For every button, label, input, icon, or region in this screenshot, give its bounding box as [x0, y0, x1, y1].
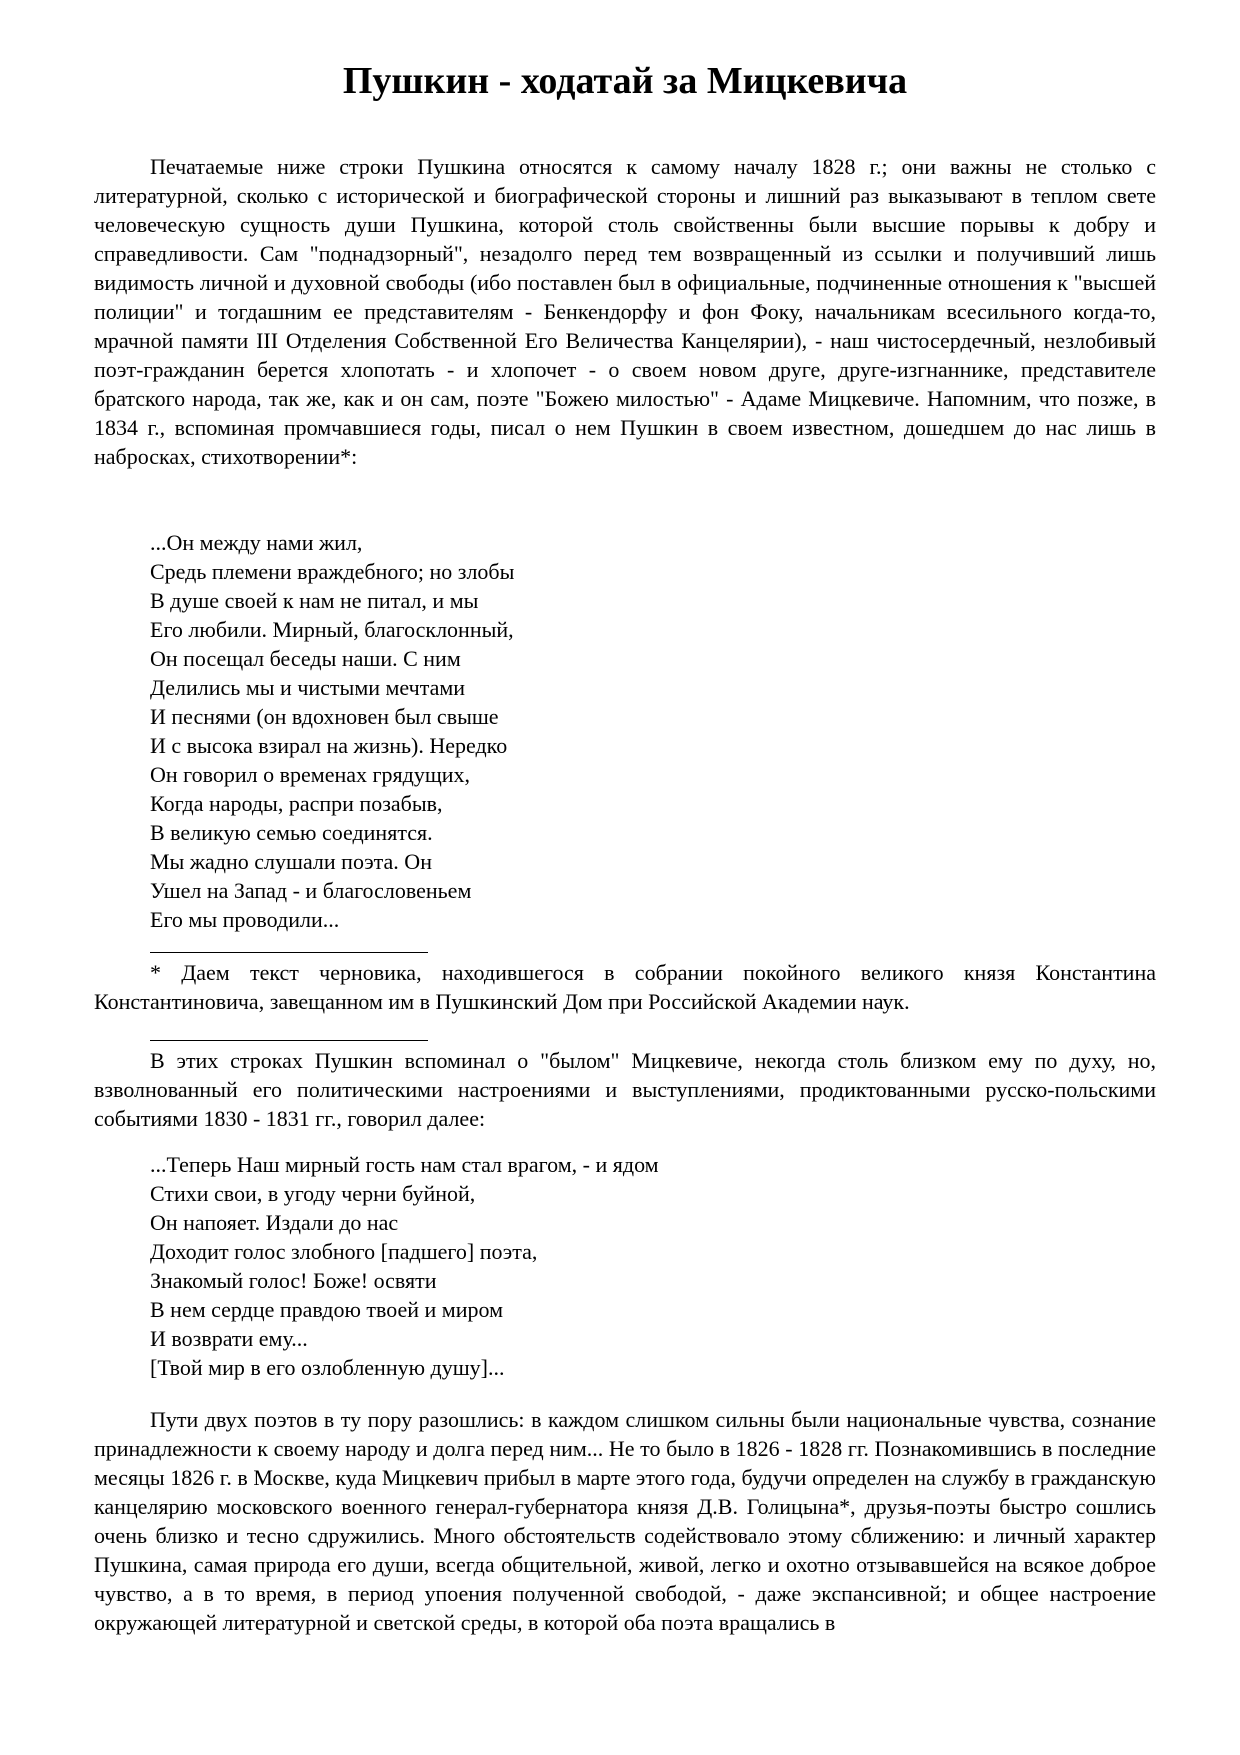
footnote-separator-top [150, 952, 428, 953]
document-page [94, 0, 1156, 1755]
verse-line: И песнями (он вдохновен был свыше [150, 704, 499, 729]
footnote-text: * Даем текст черновика, находившегося в собрании покойного великого князя Константина Константиновича, завещанном им в Пушкинский Дом при Российской Академии наук. [94, 960, 1156, 1014]
verse-line: Средь племени враждебного; но злобы [150, 559, 515, 584]
footnote-separator-bottom [150, 1040, 428, 1041]
verse-line: Ушел на Запад - и благословеньем [150, 878, 472, 903]
verse-line: Стихи свои, в угоду черни буйной, [150, 1181, 476, 1206]
paragraph-middle [94, 1046, 1156, 1133]
verse-line: Он напояет. Издали до нас [150, 1210, 399, 1235]
verse-line: Его любили. Мирный, благосклонный, [150, 617, 514, 642]
paragraph-text: Пути двух поэтов в ту пору разошлись: в каждом слишком сильны были национальные чувства, сознание принадлежности к своему народу и долга перед ним... Не то было в 1826 - 1828 гг. Познакомившись в последние месяцы 1826 г. в Москве, куда Мицкевич прибыл в марте этого года, будучи определен на службу в гражданскую канцелярию московского военного генерал-губернатора князя Д.В. Голицына*, друзья-поэты быстро сошлись очень близко и тесно сдружились. Много обстоятельств содействовало этому сближению: и личный характер Пушкина, самая природа его души, всегда общительной, живой, легко и охотно отзывавшейся на всякое доброе чувство, а в то время, в период упоения полученной свободой, - даже экспансивной; и общее настроение окружающей литературной и светской среды, в которой оба поэта вращались в [94, 1407, 1156, 1635]
paragraph-text: В этих строках Пушкин вспоминал о "былом" Мицкевиче, некогда столь близком ему по духу, но, взволнованный его политическими настроениями и выступлениями, продиктованными русско-польскими событиями 1830 - 1831 гг., говорил далее: [94, 1048, 1156, 1131]
page-title: Пушкин - ходатай за Мицкевича [342, 60, 908, 102]
verse-line: В великую семью соединятся. [150, 820, 433, 845]
footnote [94, 958, 1156, 1016]
paragraph-text: Печатаемые ниже строки Пушкина относятся к самому началу 1828 г.; они важны не столько с литературной, сколько с исторической и биографической стороны и лишний раз выказывают в теплом свете человеческую сущность души Пушкина, которой столь свойственны были высшие порывы к добру и справедливости. Сам "поднадзорный", незадолго перед тем возвращенный из ссылки и получивший лишь видимость личной и духовной свободы (ибо поставлен был в официальные, подчиненные отношения к "высшей полиции" и тогдашним ее представителям - Бенкендорфу и фон Фоку, начальникам всесильного когда-то, мрачной памяти III Отделения Собственной Его Величества Канцелярии), - наш чистосердечный, незлобивый поэт-гражданин берется хлопотать - и хлопочет - о своем новом друге, друге-изгнаннике, представителе братского народа, так же, как и он сам, поэте "Божею милостью" - Адаме Мицкевиче. Напомним, что позже, в 1834 г., вспоминая промчавшиеся годы, писал о нем Пушкин в своем известном, дошедшем до нас лишь в набросках, стихотворении*: [94, 154, 1156, 469]
verse-line: Доходит голос злобного [падшего] поэта, [150, 1239, 538, 1264]
verse-line: Когда народы, распри позабыв, [150, 791, 443, 816]
verse-block-2 [150, 1150, 659, 1382]
verse-line: Его мы проводили... [150, 907, 340, 932]
verse-line: И с высока взирал на жизнь). Нередко [150, 733, 508, 758]
verse-line: Мы жадно слушали поэта. Он [150, 849, 432, 874]
verse-line: [Твой мир в его озлобленную душу]... [150, 1355, 505, 1380]
verse-line: В нем сердце правдою твоей и миром [150, 1297, 504, 1322]
paragraph-intro [94, 152, 1156, 471]
verse-line: В душе своей к нам не питал, и мы [150, 588, 479, 613]
verse-line: Он говорил о временах грядущих, [150, 762, 471, 787]
verse-block-1 [150, 528, 514, 934]
verse-line: Делились мы и чистыми мечтами [150, 675, 466, 700]
paragraph-final [94, 1405, 1156, 1637]
verse-line: Он посещал беседы наши. С ним [150, 646, 461, 671]
verse-line: ...Теперь Наш мирный гость нам стал врагом, - и ядом [150, 1152, 659, 1177]
verse-line: ...Он между нами жил, [150, 530, 363, 555]
verse-line: И возврати ему... [150, 1326, 308, 1351]
verse-line: Знакомый голос! Боже! освяти [150, 1268, 437, 1293]
